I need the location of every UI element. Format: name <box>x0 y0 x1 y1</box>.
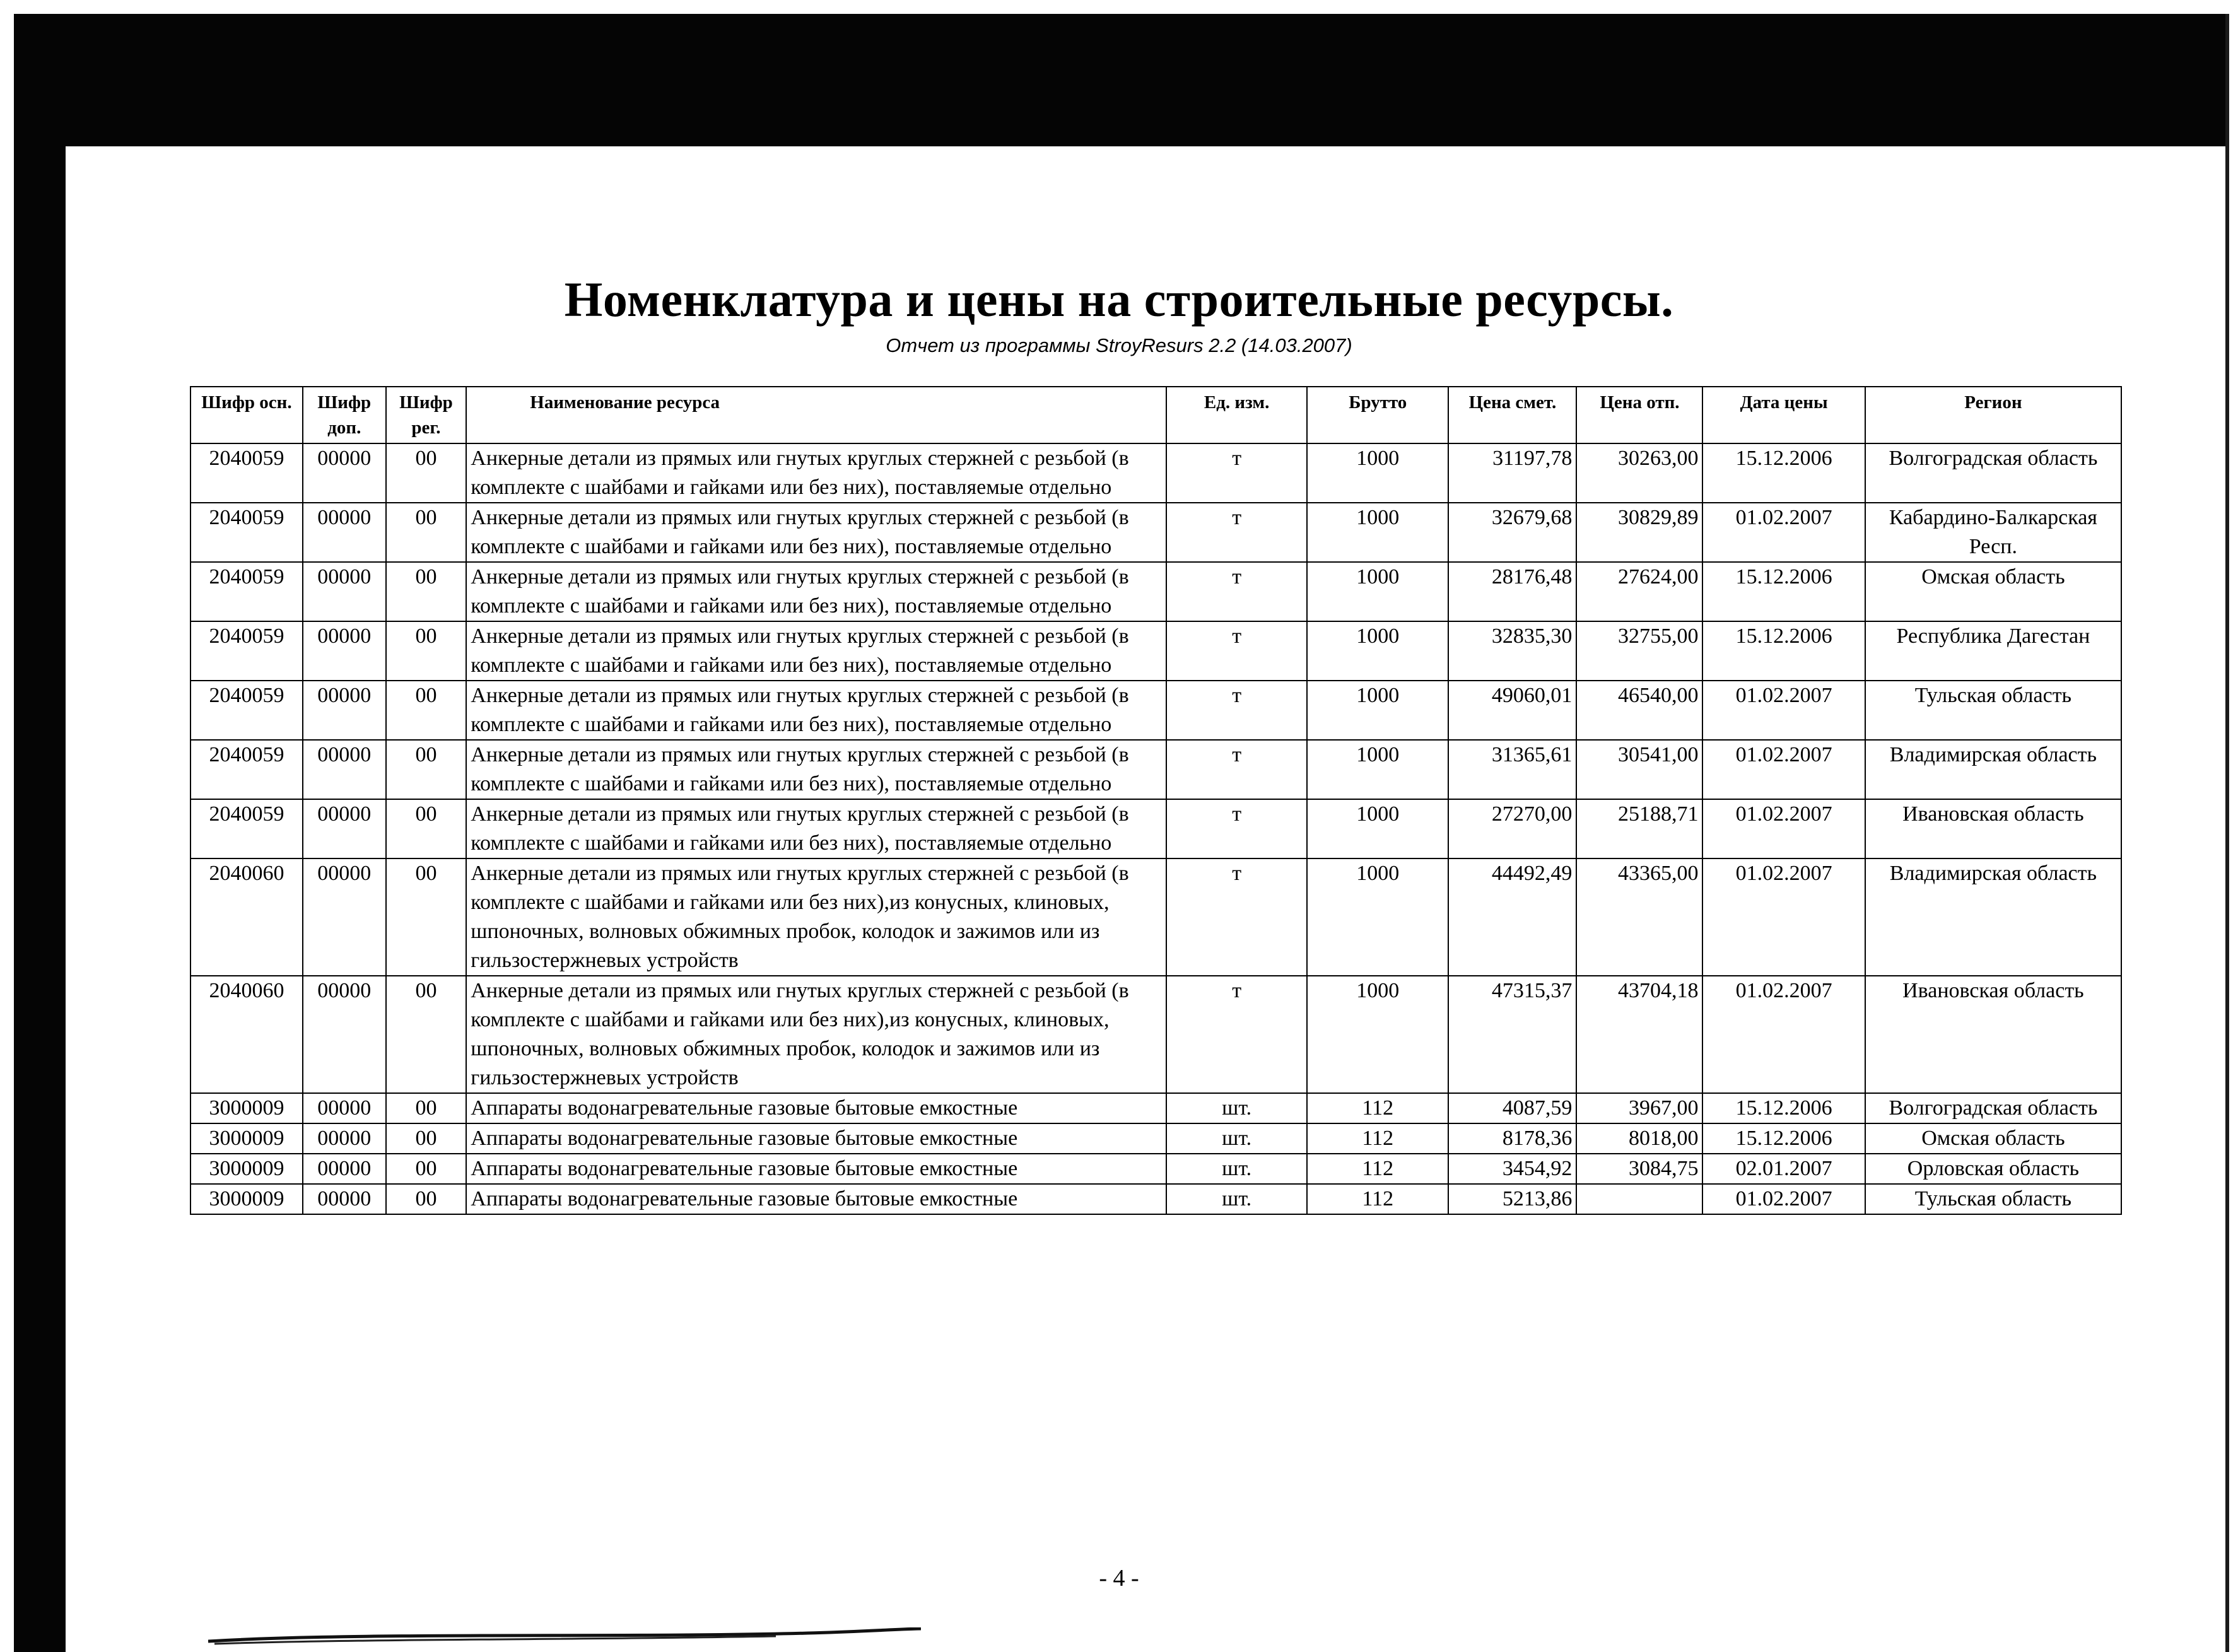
cell-code-reg: 00 <box>386 681 467 740</box>
cell-code-reg: 00 <box>386 562 467 621</box>
cell-code-add: 00000 <box>303 1123 386 1154</box>
header-code-reg: Шифр рег. <box>386 387 467 443</box>
cell-code-add: 00000 <box>303 976 386 1093</box>
cell-name: Анкерные детали из прямых или гнутых круглых стержней с резьбой (в комплекте с шайбами и гайками или без них),из конусных, клиновых, шпоночных, волновых обжимных пробок, колодок и зажимов или из гильзостержневых устройств <box>466 976 1166 1093</box>
cell-price-rel: 8018,00 <box>1576 1123 1702 1154</box>
header-code-add: Шифр доп. <box>303 387 386 443</box>
cell-region: Ивановская область <box>1865 976 2121 1093</box>
cell-code-reg: 00 <box>386 1123 467 1154</box>
cell-code-add: 00000 <box>303 740 386 799</box>
cell-unit: т <box>1166 799 1307 858</box>
cell-gross: 1000 <box>1307 799 1448 858</box>
cell-region: Тульская область <box>1865 1184 2121 1214</box>
cell-price-est: 32835,30 <box>1448 621 1576 681</box>
cell-name: Аппараты водонагревательные газовые бытовые емкостные <box>466 1123 1166 1154</box>
page-title: Номенклатура и цены на строительные ресурсы. <box>564 272 1674 327</box>
cell-price-rel: 32755,00 <box>1576 621 1702 681</box>
cell-code-main: 3000009 <box>190 1184 303 1214</box>
cell-region: Ивановская область <box>1865 799 2121 858</box>
cell-name: Аппараты водонагревательные газовые бытовые емкостные <box>466 1093 1166 1123</box>
cell-unit: т <box>1166 976 1307 1093</box>
scan-left-border <box>14 14 66 1652</box>
table-body <box>190 443 2121 1214</box>
cell-unit: т <box>1166 503 1307 562</box>
cell-gross: 1000 <box>1307 681 1448 740</box>
cell-gross: 1000 <box>1307 976 1448 1093</box>
cell-code-reg: 00 <box>386 443 467 503</box>
cell-gross: 1000 <box>1307 443 1448 503</box>
cell-unit: т <box>1166 681 1307 740</box>
cell-price-date: 15.12.2006 <box>1702 621 1865 681</box>
cell-unit: т <box>1166 562 1307 621</box>
cell-price-date: 15.12.2006 <box>1702 1123 1865 1154</box>
table-row <box>190 1184 2121 1214</box>
cell-code-main: 2040059 <box>190 562 303 621</box>
cell-region: Волгоградская область <box>1865 443 2121 503</box>
cell-price-date: 15.12.2006 <box>1702 562 1865 621</box>
cell-unit: т <box>1166 858 1307 976</box>
table-row <box>190 443 2121 503</box>
cell-price-est: 49060,01 <box>1448 681 1576 740</box>
header-gross: Брутто <box>1307 387 1448 443</box>
cell-code-reg: 00 <box>386 621 467 681</box>
cell-price-date: 01.02.2007 <box>1702 976 1865 1093</box>
table-row <box>190 976 2121 1093</box>
cell-code-reg: 00 <box>386 976 467 1093</box>
cell-code-reg: 00 <box>386 1093 467 1123</box>
cell-price-est: 4087,59 <box>1448 1093 1576 1123</box>
cell-price-rel: 30541,00 <box>1576 740 1702 799</box>
header-price-rel: Цена отп. <box>1576 387 1702 443</box>
cell-price-date: 15.12.2006 <box>1702 1093 1865 1123</box>
scan-right-border <box>2225 14 2229 1652</box>
table-row <box>190 740 2121 799</box>
cell-region: Волгоградская область <box>1865 1093 2121 1123</box>
cell-code-reg: 00 <box>386 1154 467 1184</box>
cell-unit: т <box>1166 443 1307 503</box>
cell-unit: шт. <box>1166 1123 1307 1154</box>
cell-price-rel: 43704,18 <box>1576 976 1702 1093</box>
cell-gross: 1000 <box>1307 621 1448 681</box>
cell-price-date: 01.02.2007 <box>1702 858 1865 976</box>
table-row <box>190 681 2121 740</box>
cell-price-rel: 27624,00 <box>1576 562 1702 621</box>
cell-code-reg: 00 <box>386 799 467 858</box>
cell-price-est: 3454,92 <box>1448 1154 1576 1184</box>
cell-code-add: 00000 <box>303 621 386 681</box>
cell-gross: 1000 <box>1307 858 1448 976</box>
table-row <box>190 1154 2121 1184</box>
cell-price-rel: 25188,71 <box>1576 799 1702 858</box>
cell-code-main: 3000009 <box>190 1123 303 1154</box>
table-row <box>190 503 2121 562</box>
cell-unit: т <box>1166 740 1307 799</box>
cell-code-add: 00000 <box>303 1154 386 1184</box>
cell-price-rel: 3967,00 <box>1576 1093 1702 1123</box>
cell-name: Анкерные детали из прямых или гнутых круглых стержней с резьбой (в комплекте с шайбами и гайками или без них), поставляемые отдельно <box>466 740 1166 799</box>
cell-gross: 112 <box>1307 1154 1448 1184</box>
cell-price-date: 01.02.2007 <box>1702 740 1865 799</box>
cell-price-est: 28176,48 <box>1448 562 1576 621</box>
cell-code-main: 3000009 <box>190 1154 303 1184</box>
cell-price-date: 01.02.2007 <box>1702 681 1865 740</box>
cell-price-est: 44492,49 <box>1448 858 1576 976</box>
cell-price-rel: 30829,89 <box>1576 503 1702 562</box>
cell-code-add: 00000 <box>303 1184 386 1214</box>
header-code-main: Шифр осн. <box>190 387 303 443</box>
cell-gross: 1000 <box>1307 740 1448 799</box>
cell-code-add: 00000 <box>303 1093 386 1123</box>
cell-gross: 1000 <box>1307 503 1448 562</box>
cell-price-date: 01.02.2007 <box>1702 503 1865 562</box>
cell-code-main: 3000009 <box>190 1093 303 1123</box>
cell-unit: шт. <box>1166 1093 1307 1123</box>
resource-table <box>190 386 2122 1215</box>
cell-price-est: 32679,68 <box>1448 503 1576 562</box>
scan-black-band <box>14 14 2228 146</box>
table-row <box>190 799 2121 858</box>
cell-unit: шт. <box>1166 1154 1307 1184</box>
table-row <box>190 1093 2121 1123</box>
cell-region: Орловская область <box>1865 1154 2121 1184</box>
cell-region: Омская область <box>1865 562 2121 621</box>
cell-price-date: 02.01.2007 <box>1702 1154 1865 1184</box>
cell-code-main: 2040059 <box>190 621 303 681</box>
cell-region: Кабардино-Балкарская Респ. <box>1865 503 2121 562</box>
header-price-date: Дата цены <box>1702 387 1865 443</box>
cell-gross: 112 <box>1307 1184 1448 1214</box>
cell-region: Владимирская область <box>1865 740 2121 799</box>
cell-price-rel: 43365,00 <box>1576 858 1702 976</box>
pen-stroke-mark <box>208 1627 921 1646</box>
cell-region: Владимирская область <box>1865 858 2121 976</box>
cell-gross: 112 <box>1307 1093 1448 1123</box>
cell-price-est: 27270,00 <box>1448 799 1576 858</box>
header-unit: Ед. изм. <box>1166 387 1307 443</box>
cell-price-rel <box>1576 1184 1702 1214</box>
cell-price-date: 01.02.2007 <box>1702 1184 1865 1214</box>
cell-code-main: 2040059 <box>190 740 303 799</box>
table-row <box>190 1123 2121 1154</box>
cell-region: Тульская область <box>1865 681 2121 740</box>
cell-region: Омская область <box>1865 1123 2121 1154</box>
cell-gross: 112 <box>1307 1123 1448 1154</box>
table-header-row <box>190 387 2121 443</box>
table-row <box>190 562 2121 621</box>
cell-price-date: 01.02.2007 <box>1702 799 1865 858</box>
cell-price-rel: 30263,00 <box>1576 443 1702 503</box>
header-region: Регион <box>1865 387 2121 443</box>
cell-code-add: 00000 <box>303 799 386 858</box>
cell-name: Анкерные детали из прямых или гнутых круглых стержней с резьбой (в комплекте с шайбами и гайками или без них),из конусных, клиновых, шпоночных, волновых обжимных пробок, колодок и зажимов или из гильзостержневых устройств <box>466 858 1166 976</box>
cell-code-add: 00000 <box>303 858 386 976</box>
cell-name: Аппараты водонагревательные газовые бытовые емкостные <box>466 1154 1166 1184</box>
cell-price-est: 47315,37 <box>1448 976 1576 1093</box>
cell-unit: шт. <box>1166 1184 1307 1214</box>
cell-gross: 1000 <box>1307 562 1448 621</box>
cell-name: Анкерные детали из прямых или гнутых круглых стержней с резьбой (в комплекте с шайбами и гайками или без них), поставляемые отдельно <box>466 681 1166 740</box>
cell-name: Анкерные детали из прямых или гнутых круглых стержней с резьбой (в комплекте с шайбами и гайками или без них), поставляемые отдельно <box>466 443 1166 503</box>
cell-name: Анкерные детали из прямых или гнутых круглых стержней с резьбой (в комплекте с шайбами и гайками или без них), поставляемые отдельно <box>466 562 1166 621</box>
table-row <box>190 621 2121 681</box>
cell-price-est: 5213,86 <box>1448 1184 1576 1214</box>
scan-top-border <box>0 0 2238 146</box>
cell-name: Анкерные детали из прямых или гнутых круглых стержней с резьбой (в комплекте с шайбами и гайками или без них), поставляемые отдельно <box>466 503 1166 562</box>
cell-unit: т <box>1166 621 1307 681</box>
cell-code-main: 2040060 <box>190 858 303 976</box>
header-name: Наименование ресурса <box>466 387 1166 443</box>
cell-code-reg: 00 <box>386 858 467 976</box>
cell-price-rel: 46540,00 <box>1576 681 1702 740</box>
page-subtitle: Отчет из программы StroyResurs 2.2 (14.03.2007) <box>886 334 1352 356</box>
header-price-est: Цена смет. <box>1448 387 1576 443</box>
cell-price-date: 15.12.2006 <box>1702 443 1865 503</box>
cell-code-reg: 00 <box>386 503 467 562</box>
cell-code-reg: 00 <box>386 1184 467 1214</box>
cell-price-est: 8178,36 <box>1448 1123 1576 1154</box>
table-row <box>190 858 2121 976</box>
cell-name: Анкерные детали из прямых или гнутых круглых стержней с резьбой (в комплекте с шайбами и гайками или без них), поставляемые отдельно <box>466 621 1166 681</box>
cell-price-est: 31197,78 <box>1448 443 1576 503</box>
cell-code-main: 2040059 <box>190 503 303 562</box>
page-number: - 4 - <box>1099 1565 1139 1591</box>
cell-code-add: 00000 <box>303 562 386 621</box>
cell-price-est: 31365,61 <box>1448 740 1576 799</box>
cell-code-main: 2040059 <box>190 681 303 740</box>
cell-code-main: 2040060 <box>190 976 303 1093</box>
cell-code-main: 2040059 <box>190 799 303 858</box>
cell-code-add: 00000 <box>303 681 386 740</box>
cell-name: Аппараты водонагревательные газовые бытовые емкостные <box>466 1184 1166 1214</box>
cell-region: Республика Дагестан <box>1865 621 2121 681</box>
cell-name: Анкерные детали из прямых или гнутых круглых стержней с резьбой (в комплекте с шайбами и гайками или без них), поставляемые отдельно <box>466 799 1166 858</box>
cell-code-add: 00000 <box>303 503 386 562</box>
cell-code-add: 00000 <box>303 443 386 503</box>
cell-code-reg: 00 <box>386 740 467 799</box>
cell-code-main: 2040059 <box>190 443 303 503</box>
cell-price-rel: 3084,75 <box>1576 1154 1702 1184</box>
